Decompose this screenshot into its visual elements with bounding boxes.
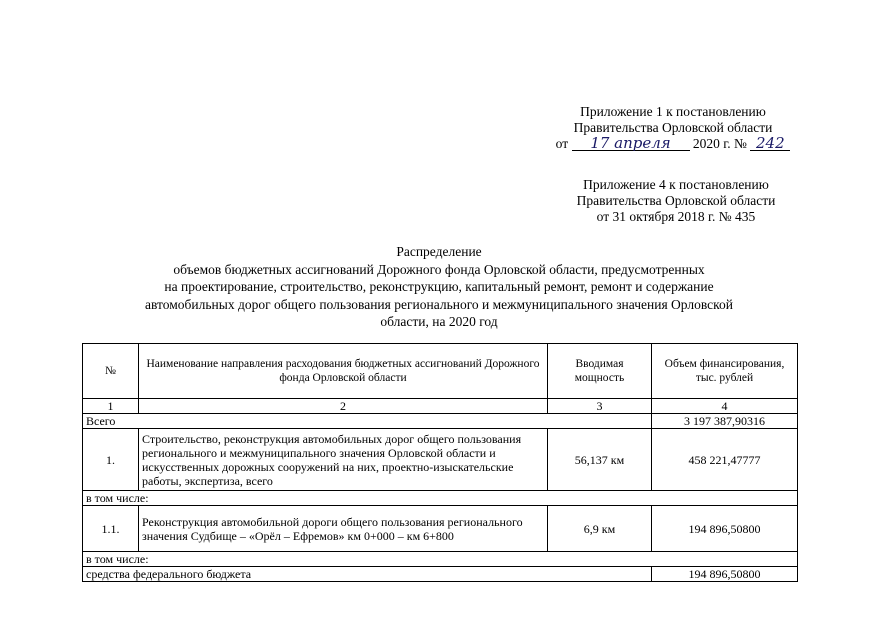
handwritten-number: 242	[750, 136, 790, 151]
appendix-1-line2: Правительства Орловской области	[573, 120, 773, 135]
budget-table	[82, 343, 798, 582]
heading-line4: автомобильных дорог общего пользования регионального и межмуниципального значения Орловской	[145, 296, 733, 312]
heading-line1: Распределение	[396, 244, 482, 259]
document-heading	[100, 243, 778, 331]
heading-line5: области, на 2020 год	[380, 314, 498, 329]
col-number: 1	[83, 399, 139, 414]
heading-line3: на проектирование, строительство, реконструкцию, капитальный ремонт, ремонт и содержание	[164, 279, 714, 294]
heading-line2: объемов бюджетных ассигнований Дорожного фонда Орловской области, предусмотренных	[173, 261, 705, 277]
row11-num: 1.1.	[83, 506, 139, 552]
table-row	[83, 506, 798, 552]
appendix-4-line3: от 31 октября 2018 г. № 435	[596, 209, 756, 224]
col-number: 2	[139, 399, 548, 414]
including-row	[83, 552, 798, 567]
including-label: в том числе:	[83, 552, 798, 567]
header-volume: Объем финансирования, тыс. рублей	[652, 344, 798, 399]
federal-label: средства федерального бюджета	[83, 567, 652, 582]
row1-num: 1.	[83, 429, 139, 491]
row1-capacity: 56,137 км	[548, 429, 652, 491]
table-header-row	[83, 344, 798, 399]
header-name: Наименование направления расходования бюджетных ассигнований Дорожного фонда Орловской области	[139, 344, 548, 399]
col-number: 4	[652, 399, 798, 414]
header-num: №	[83, 344, 139, 399]
total-label: Всего	[83, 414, 652, 429]
column-number-row	[83, 399, 798, 414]
row11-volume: 194 896,50800	[652, 506, 798, 552]
date-suffix: 2020 г. №	[692, 136, 747, 151]
header-capacity: Вводимая мощность	[548, 344, 652, 399]
appendix-1-header	[548, 104, 798, 152]
appendix-4-line1: Приложение 4 к постановлению	[583, 177, 769, 192]
appendix-4-line2: Правительства Орловской области	[576, 193, 776, 208]
date-prefix: от	[555, 136, 569, 151]
total-value: 3 197 387,90316	[652, 414, 798, 429]
handwritten-date: 17 апреля	[572, 136, 690, 151]
col-number: 3	[548, 399, 652, 414]
total-row	[83, 414, 798, 429]
including-label: в том числе:	[83, 491, 798, 506]
row1-name: Строительство, реконструкция автомобильных дорог общего пользования регионального и межмуниципального значения Орловской области и искусственных дорожных сооружений на них, проектно-изыскательские работы, экспертиза, всего	[139, 429, 548, 491]
table-row	[83, 429, 798, 491]
federal-row	[83, 567, 798, 582]
including-row	[83, 491, 798, 506]
row1-volume: 458 221,47777	[652, 429, 798, 491]
row11-name: Реконструкция автомобильной дороги общего пользования регионального значения Судбище – «Орёл – Ефремов» км 0+000 – км 6+800	[139, 506, 548, 552]
appendix-4-header	[560, 177, 792, 225]
appendix-1-date-line	[548, 136, 798, 152]
row11-capacity: 6,9 км	[548, 506, 652, 552]
appendix-1-line1: Приложение 1 к постановлению	[580, 104, 766, 119]
federal-value: 194 896,50800	[652, 567, 798, 582]
